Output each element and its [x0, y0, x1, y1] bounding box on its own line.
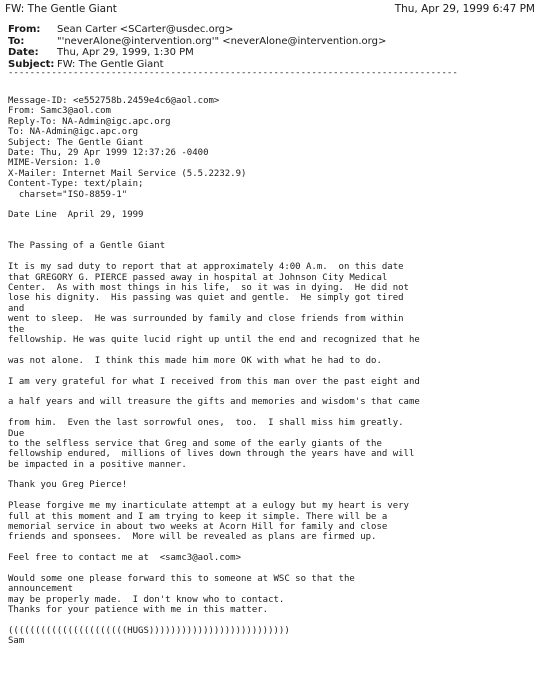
- body-line: Thank you Greg Pierce!: [8, 480, 128, 491]
- body-line: a half years and will treasure the gifts and memories and wisdom's that came: [8, 397, 420, 408]
- body-line: full at this moment and I am trying to keep it simple. There will be a: [8, 511, 388, 522]
- date-value: Thu, Apr 29, 1999, 1:30 PM: [57, 47, 194, 58]
- to-row: [8, 36, 538, 48]
- body-line: It is my sad duty to report that at approximately 4:00 A.m. on this date: [8, 262, 404, 273]
- body-line: announcement: [8, 584, 74, 595]
- body-line: may be properly made. I don't know who to contact.: [8, 594, 285, 605]
- body-line: Thanks for your patience with me in this matter.: [8, 605, 269, 616]
- date-row: [8, 47, 538, 59]
- from-label: From:: [8, 24, 41, 35]
- body-line: [8, 543, 538, 553]
- to-label: To:: [8, 35, 25, 47]
- body-line: fellowship endured, millions of lives down through the years have and will: [8, 449, 415, 460]
- from-value: Sean Carter <SCarter@usdec.org>: [57, 24, 234, 35]
- body-line: Due: [8, 428, 25, 439]
- body-line: from him. Even the last sorrowful ones, too. I shall miss him greatly.: [8, 418, 404, 429]
- email-title: FW: The Gentle Giant: [5, 3, 117, 15]
- body-line: [8, 345, 538, 355]
- body-line: Date Line April 29, 1999: [8, 210, 144, 221]
- body-line: [8, 252, 538, 262]
- body-line: Feel free to contact me at <samc3@aol.com>: [8, 553, 241, 564]
- body-line: Sam: [8, 636, 25, 647]
- body-line: To: NA-Admin@igc.apc.org: [8, 127, 139, 138]
- body-line: was not alone. I think this made him more OK with what he had to do.: [8, 355, 382, 366]
- body-line: X-Mailer: Internet Mail Service (5.5.2232.9): [8, 168, 247, 179]
- body-line: ((((((((((((((((((((((HUGS)))))))))))))))))))))))))): [8, 625, 290, 636]
- body-line: [8, 470, 538, 480]
- body-line: memorial service in about two weeks at Acorn Hill for family and close: [8, 522, 388, 533]
- print-date: Thu, Apr 29, 1999 6:47 PM: [394, 3, 535, 15]
- subject-value: FW: The Gentle Giant: [57, 58, 164, 70]
- body-line: MIME-Version: 1.0: [8, 158, 101, 169]
- body-line: friends and sponsees. More will be revealed as plans are firmed up.: [8, 532, 377, 543]
- subject-label: Subject:: [8, 58, 55, 70]
- body-line: [8, 231, 538, 241]
- body-line: [8, 221, 538, 231]
- body-line: [8, 366, 538, 376]
- body-line: Content-Type: text/plain;: [8, 179, 144, 190]
- message-body: [8, 96, 538, 647]
- date-label: Date:: [8, 47, 39, 58]
- body-line: and: [8, 303, 25, 314]
- body-line: charset="ISO-8859-1": [8, 189, 128, 200]
- to-value: "'neverAlone@intervention.org'" <neverAlone@intervention.org>: [57, 35, 387, 47]
- body-line: Center. As with most things in his life, so it was in dying. He did not: [8, 283, 409, 294]
- body-line: From: Samc3@aol.com: [8, 106, 111, 117]
- body-line: Please forgive me my inarticulate attempt at a eulogy but my heart is very: [8, 501, 409, 512]
- body-line: [8, 616, 538, 626]
- body-line: The Passing of a Gentle Giant: [8, 241, 166, 252]
- body-line: Would some one please forward this to someone at WSC so that the: [8, 573, 355, 584]
- body-line: lose his dignity. His passing was quiet and gentle. He simply got tired: [8, 293, 404, 304]
- body-line: fellowship. He was quite lucid right up until the end and recognized that he: [8, 334, 420, 345]
- body-line: I am very grateful for what I received from this man over the past eight and: [8, 376, 420, 387]
- body-line: Date: Thu, 29 Apr 1999 12:37:26 -0400: [8, 147, 209, 158]
- body-line: went to sleep. He was surrounded by family and close friends from within: [8, 314, 404, 325]
- body-line: [8, 408, 538, 418]
- body-line: Subject: The Gentle Giant: [8, 137, 144, 148]
- separator-line: -----------------------------------------------------------------------------------: [8, 68, 458, 78]
- from-row: [8, 24, 538, 36]
- email-header-fields: [8, 24, 538, 70]
- body-line: [8, 200, 538, 210]
- body-line: [8, 564, 538, 574]
- body-line: to the selfless service that Greg and some of the early giants of the: [8, 438, 382, 449]
- body-line: the: [8, 324, 25, 335]
- body-line: [8, 387, 538, 397]
- body-line: Message-ID: <e552758b.2459e4c6@aol.com>: [8, 96, 220, 106]
- body-line: [8, 491, 538, 501]
- body-line: be impacted in a positive manner.: [8, 459, 187, 470]
- body-line: Reply-To: NA-Admin@igc.apc.org: [8, 116, 171, 127]
- body-line: that GREGORY G. PIERCE passed away in hospital at Johnson City Medical: [8, 272, 388, 283]
